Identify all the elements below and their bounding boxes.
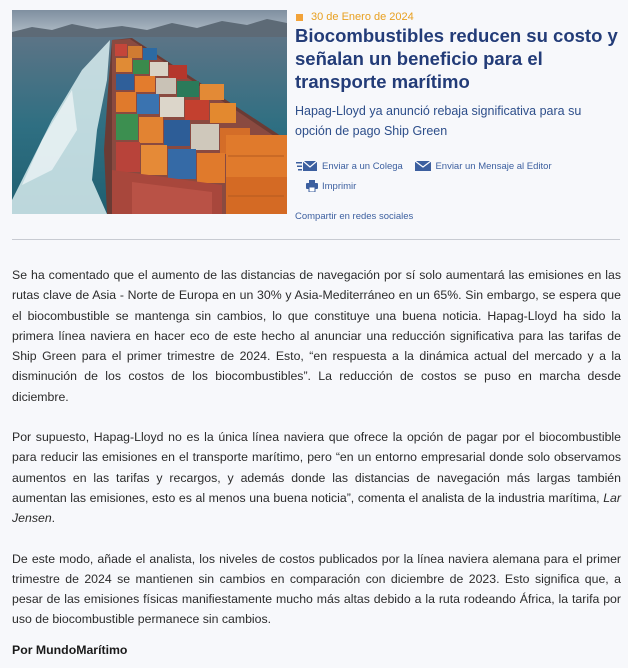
share-social-link[interactable]: Compartir en redes sociales [295,211,414,222]
paragraph-2-text: Por supuesto, Hapag-Lloyd no es la única línea naviera que ofrece la opción de pagar por el biocombustible para reducir las emisiones en el transporte marítimo, pero “en un entorno empresarial donde solo observamos aumentos en las tarifas y recargos, y además donde las distancias de navegación más largas también aumentan las emisiones, esto es al menos una buena noticia”, comenta el analista de la industria marítima, [12,430,621,505]
orange-square-icon [296,14,303,21]
paragraph-2-end: . [51,511,56,526]
byline: Por MundoMarítimo [12,643,128,657]
header-divider [12,239,620,240]
mail-list-icon [296,160,318,172]
date-text: 30 de Enero de 2024 [311,11,414,23]
print-row [296,180,616,195]
paragraph-2 [12,427,621,528]
container-ship-photo [12,10,287,214]
analyst-name: Lar Jensen [12,490,621,526]
paragraph-3: De este modo, añade el analista, los niveles de costos publicados por la línea naviera alemana para el primer trimestre de 2024 se mantienen sin cambios en comparación con diciembre de 2023. Esto significa que, a pesar de las emisiones físicas manifiestamente mucho más altas debido a la ruta rodeando África, la tarifa por uso de biocombustible permanece sin cambios. [12,551,621,627]
envelope-icon [415,160,431,172]
actions-row [296,160,616,175]
printer-icon [306,180,318,192]
article-date [296,11,414,23]
print-label: Imprimir [322,180,357,192]
paragraph-1: Se ha comentado que el aumento de las distancias de navegación por sí solo aumentará las emisiones en las rutas clave de Asia - Norte de Europa en un 30% y Asia-Mediterráneo en un 65%. Sin embargo, se espera que el biocombustible se mantenga sin cambios, lo que constituye una buena noticia. Hapag-Lloyd ha sido la primera línea naviera en hacer eco de este hecho al anunciar una reducción significativa para las tarifas de Ship Green para el primer trimestre de 2024. Esto, “en respuesta a la dinámica actual del mercado y a la disminución de los costos de los biocombustibles”. La reducción de costos se puso en marcha desde diciembre. [12,268,621,404]
send-to-colleague-link[interactable] [296,160,403,172]
print-link[interactable] [306,180,356,192]
send-to-editor-link[interactable] [415,160,551,172]
article-actions [296,160,616,195]
article-title: Biocombustibles reducen su costo y señalan un beneficio para el transporte marítimo [295,25,618,92]
article-header [0,0,628,240]
send-to-editor-label: Enviar un Mensaje al Editor [435,160,552,172]
send-to-colleague-label: Enviar a un Colega [322,160,403,172]
article-body [12,265,621,650]
article-subtitle: Hapag-Lloyd ya anunció rebaja significativa para su opción de pago Ship Green [295,104,582,138]
